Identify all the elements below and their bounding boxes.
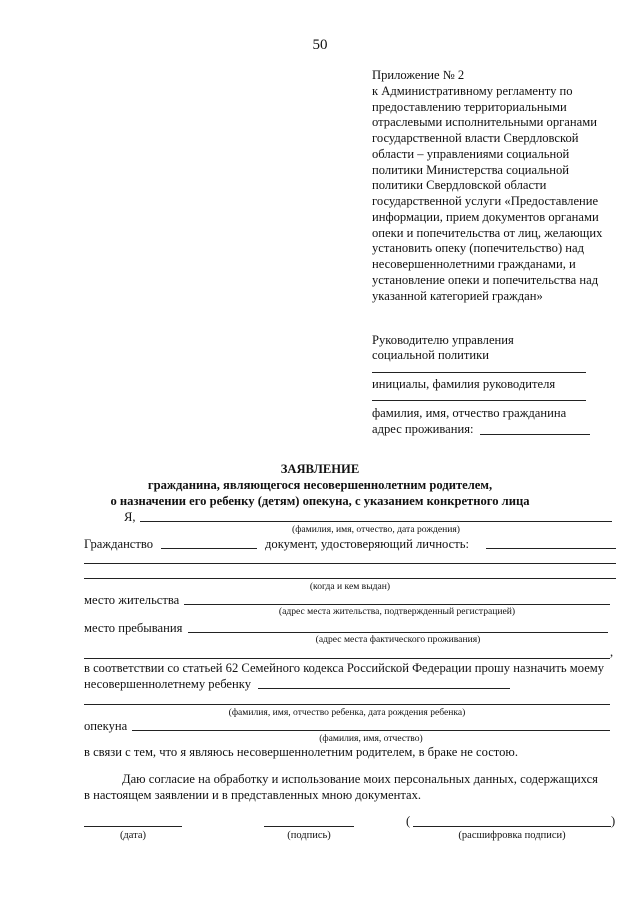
appendix-line: области – управлениями социальной (372, 146, 570, 161)
appendix-line: Приложение № 2 (372, 68, 465, 82)
guardian-label: опекуна (84, 719, 128, 733)
reason-text: в связи с тем, что я являюсь несовершеннолетним родителем, в браке не состою. (84, 745, 518, 759)
citizenship-field[interactable] (161, 548, 257, 549)
residence-address-label: адрес проживания: (372, 422, 474, 436)
signature-caption: (подпись) (287, 830, 331, 841)
residence-address-field[interactable] (480, 434, 590, 435)
child-caption: (фамилия, имя, отчество ребенка, дата рождения ребенка) (228, 707, 466, 718)
document-subtitle-2: о назначении его ребенку (детям) опекуна, с указанием конкретного лица (110, 494, 530, 508)
appendix-line: государственной услуги «Предоставление (372, 194, 599, 208)
stay-field-2[interactable] (84, 658, 610, 659)
addressee-line-1: Руководителю управления (372, 333, 514, 347)
citizen-name-caption: фамилия, имя, отчество гражданина (372, 406, 567, 420)
head-name-caption: инициалы, фамилия руководителя (372, 377, 556, 391)
appendix-line: отраслевыми исполнительными органами (372, 115, 597, 130)
head-name-line[interactable] (372, 372, 586, 373)
identity-document-label: документ, удостоверяющий личность: (265, 537, 470, 551)
appendix-line: информации, прием документов органами (372, 209, 599, 224)
appendix-line: установление опеки и попечительства над (372, 272, 599, 287)
appendix-line: установить опеку (попечительство) над (372, 241, 585, 256)
page-number: 50 (312, 37, 328, 53)
document-issued-field[interactable] (84, 578, 616, 579)
appendix-line: опеки и попечительства от лиц, желающих (372, 225, 603, 240)
consent-text-1: Даю согласие на обработку и использование моих персональных данных, содержащихся (122, 772, 598, 786)
i-label: Я, (124, 510, 136, 524)
identity-document-field[interactable] (486, 548, 616, 549)
request-text-1: в соответствии со статьей 62 Семейного кодекса Российской Федерации прошу назначить моему (84, 661, 605, 675)
guardian-caption: (фамилия, имя, отчество) (319, 733, 423, 744)
appendix-line: политики Свердловской области (372, 178, 547, 193)
comma-mark: , (610, 645, 614, 659)
consent-text-2: в настоящем заявлении и в представленных мною документах. (84, 788, 422, 802)
appendix-line: предоставлению территориальными (372, 99, 567, 114)
date-caption: (дата) (119, 830, 147, 841)
stay-caption: (адрес места фактического проживания) (315, 634, 481, 645)
date-field[interactable] (84, 826, 182, 827)
appendix-line: несовершеннолетними гражданами, и (372, 257, 576, 271)
residence-caption: (адрес места жительства, подтвержденный регистрацией) (278, 606, 516, 617)
appendix-line: политики Министерства социальной (372, 162, 570, 177)
request-text-2: несовершеннолетнему ребенку (84, 677, 252, 691)
document-issued-caption: (когда и кем выдан) (309, 581, 391, 592)
appendix-header (372, 68, 632, 304)
child-field[interactable] (258, 688, 510, 689)
decoding-open-paren: ( (406, 814, 411, 828)
document-subtitle-1: гражданина, являющегося несовершеннолетним родителем, (147, 478, 493, 492)
decoding-caption: (расшифровка подписи) (458, 830, 566, 841)
child-field-2[interactable] (84, 704, 610, 705)
stay-label: место пребывания (84, 621, 183, 635)
document-title: ЗАЯВЛЕНИЕ (280, 462, 360, 476)
appendix-line: государственной власти Свердловской (372, 131, 579, 145)
signature-field[interactable] (264, 826, 354, 827)
residence-label: место жительства (84, 593, 180, 607)
guardian-field[interactable] (132, 730, 610, 731)
addressee-line-2: социальной политики (372, 348, 490, 362)
residence-field[interactable] (184, 604, 610, 605)
identity-document-field-2[interactable] (84, 563, 616, 564)
decoding-close-paren: ) (611, 814, 616, 828)
signature-decoding-field[interactable] (413, 826, 611, 827)
citizen-name-line[interactable] (372, 400, 586, 401)
applicant-fio-field[interactable] (140, 521, 612, 522)
appendix-line: к Административному регламенту по (372, 83, 573, 98)
appendix-line: указанной категорией граждан» (372, 288, 543, 303)
citizenship-label: Гражданство (84, 537, 154, 551)
applicant-fio-caption: (фамилия, имя, отчество, дата рождения) (292, 524, 460, 535)
stay-field[interactable] (188, 632, 608, 633)
